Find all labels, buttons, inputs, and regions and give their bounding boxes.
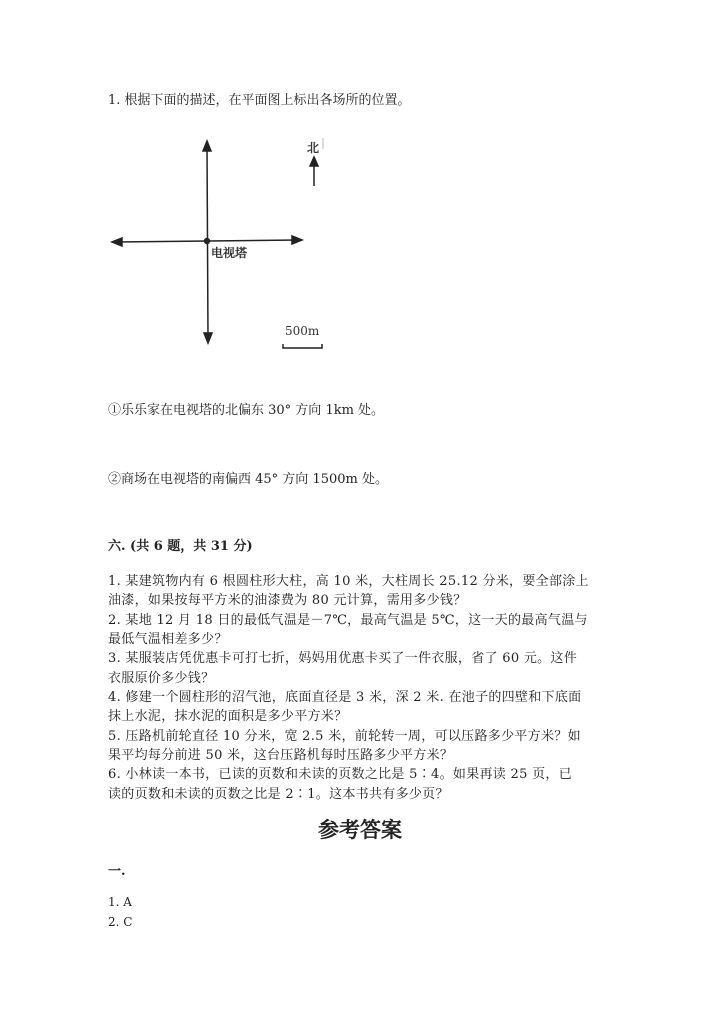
location-item-2: ②商场在电视塔的南偏西 45° 方向 1500m 处。 xyxy=(108,472,388,487)
answers-section-heading: 一. xyxy=(108,864,126,879)
question-line: 最低气温相差多少？ xyxy=(108,632,228,647)
arrow-down-icon xyxy=(204,333,212,343)
answer-item: 1. A xyxy=(108,895,132,909)
north-arrow-icon xyxy=(310,157,318,166)
arrow-right-icon xyxy=(292,236,302,244)
question-line: 6. 小林读一本书，已读的页数和未读的页数之比是 5∶4。如果再读 25 页，已 xyxy=(108,767,573,782)
question-line: 果平均每分前进 50 米，这台压路机每时压路多少平方米？ xyxy=(108,748,454,763)
question-line: 衣服原价多少钱？ xyxy=(108,671,215,686)
location-item-1: ①乐乐家在电视塔的北偏东 30° 方向 1km 处。 xyxy=(108,403,385,418)
scale-bar xyxy=(283,344,322,348)
answers-title: 参考答案 xyxy=(318,817,402,842)
question-line: 3. 某服装店凭优惠卡可打七折，妈妈用优惠卡买了一件衣服，省了 60 元。这件 xyxy=(108,651,578,666)
section-6-heading: 六. (共 6 题，共 31 分) xyxy=(108,539,253,554)
scale-label: 500m xyxy=(285,324,320,338)
question-line: 1. 某建筑物内有 6 根圆柱形大柱，高 10 米，大柱周长 25.12 分米，要全部涂上 xyxy=(108,574,589,589)
arrow-up-icon xyxy=(203,141,211,151)
arrow-left-icon xyxy=(112,238,122,246)
question-line: 5. 压路机前轮直径 10 分米，宽 2.5 米，前轮转一周，可以压路多少平方米？如 xyxy=(108,729,581,744)
question-line: 抹上水泥，抹水泥的面积是多少平方米？ xyxy=(108,709,348,724)
question-1-title: 1. 根据下面的描述，在平面图上标出各场所的位置。 xyxy=(108,93,411,108)
map-diagram xyxy=(0,0,720,400)
tv-tower-point xyxy=(205,239,210,244)
north-label: 北 xyxy=(307,141,320,155)
question-line: 4. 修建一个圆柱形的沼气池，底面直径是 3 米，深 2 米. 在池子的四壁和下底面 xyxy=(108,690,582,705)
question-line: 读的页数和未读的页数之比是 2∶1。这本书共有多少页？ xyxy=(108,787,449,802)
answer-item: 2. C xyxy=(108,915,133,929)
question-line: 2. 某地 12 月 18 日的最低气温是－7℃，最高气温是 5℃，这一天的最高气温与 xyxy=(108,613,588,628)
tv-tower-label: 电视塔 xyxy=(211,246,248,260)
question-line: 油漆，如果按每平方米的油漆费为 80 元计算，需用多少钱？ xyxy=(108,593,467,608)
